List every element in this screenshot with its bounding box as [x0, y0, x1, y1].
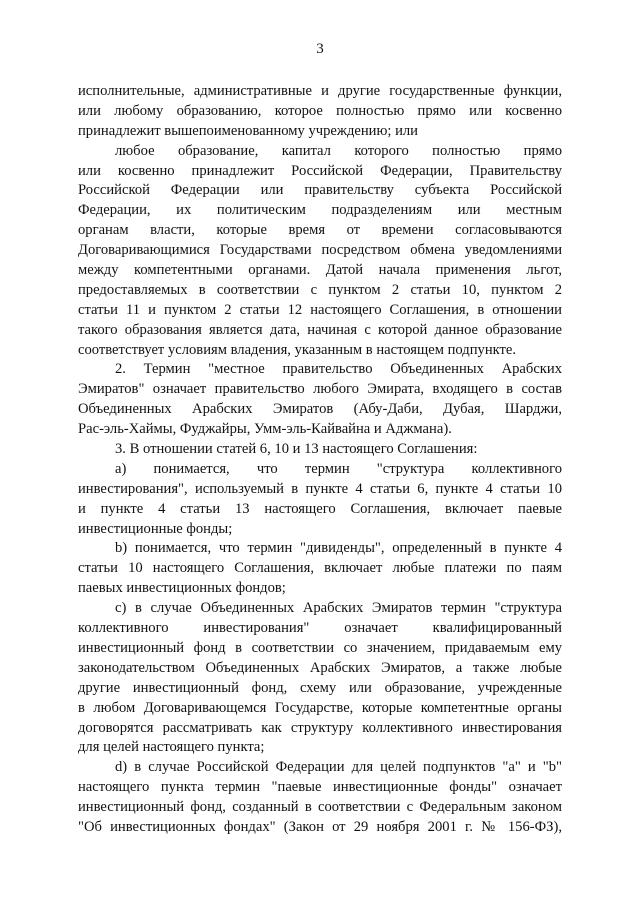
paragraph-3d [78, 758, 562, 838]
document-body [78, 82, 562, 838]
text-line: между компетентными органами. Датой начала применения льгот, [78, 262, 562, 279]
text-line: c) в случае Объединенных Арабских Эмиратов термин "структура [115, 600, 562, 617]
page-number: 3 [316, 41, 324, 57]
paragraph-3 [78, 440, 562, 460]
text-line: Рас-эль-Хаймы, Фуджайры, Умм-эль-Кайвайна и Аджмана). [78, 421, 452, 438]
text-line: инвестиционный фонд, созданный в соответствии с Федеральным законом [78, 799, 562, 816]
text-line: инвестирования", используемый в пункте 4 статьи 6, пункте 4 статьи 10 [78, 480, 562, 497]
text-line: другие инвестиционный фонд, схему или образование, учрежденные [78, 679, 562, 696]
text-line: "Об инвестиционных фондах" (Закон от 29 ноября 2001 г. № 156-ФЗ), [78, 818, 562, 835]
text-line: Договаривающимися Государствами посредством обмена уведомлениями [78, 242, 562, 259]
text-line: соответствует условиям владения, указанным в настоящем подпункте. [78, 341, 517, 358]
text-line: статьи 11 и пунктом 2 статьи 12 настоящего Соглашения, в отношении [78, 301, 562, 318]
text-line: настоящего пункта термин "паевые инвестиционные фонды" означает [78, 779, 562, 796]
text-line: коллективного инвестирования" означает квалифицированный [78, 620, 562, 637]
text-line: 2. Термин "местное правительство Объединенных Арабских [115, 361, 562, 378]
text-line: принадлежит вышепоименованному учреждению; или [78, 122, 418, 139]
text-line: органам власти, которые время от времени согласовываются [78, 222, 562, 239]
text-line: или любому образованию, которое полностью прямо или косвенно [78, 102, 562, 119]
paragraph-2 [78, 360, 562, 440]
paragraph-3c [78, 599, 562, 758]
text-line: договорятся рассматривать как структуру коллективного инвестирования [78, 719, 562, 736]
text-line: и пункте 4 статьи 13 настоящего Соглашения, включает паевые [78, 500, 562, 517]
text-line: такого образования является дата, начиная с которой данное образование [78, 321, 562, 338]
text-line: предоставляемых в соответствии с пунктом 2 статьи 10, пунктом 2 [78, 281, 562, 298]
text-line: или косвенно принадлежит Российской Федерации, Правительству [78, 162, 562, 179]
text-line: Российской Федерации или правительству субъекта Российской [78, 182, 562, 199]
text-line: Эмиратов" означает правительство любого Эмирата, входящего в состав [78, 381, 562, 398]
paragraph-continuation-a [78, 82, 562, 142]
text-line: b) понимается, что термин "дивиденды", определенный в пункте 4 [115, 540, 562, 557]
text-line: Объединенных Арабских Эмиратов (Абу-Даби, Дубая, Шарджи, [78, 401, 562, 418]
text-line: статьи 10 настоящего Соглашения, включает любые платежи по паям [78, 560, 562, 577]
text-line: в любом Договаривающемся Государстве, которые компетентные органы [78, 699, 562, 716]
paragraph-3b [78, 539, 562, 599]
text-line: паевых инвестиционных фондов; [78, 580, 286, 597]
text-line: инвестиционные фонды; [78, 520, 233, 537]
text-line: d) в случае Российской Федерации для целей подпунктов "a" и "b" [115, 759, 562, 776]
paragraph-3a [78, 460, 562, 540]
text-line: 3. В отношении статей 6, 10 и 13 настоящего Соглашения: [115, 441, 478, 458]
text-line: Федерации, их политическим подразделениям или местным [78, 202, 562, 219]
text-line: законодательством Объединенных Арабских Эмиратов, а также любые [78, 659, 562, 676]
text-line: исполнительные, административные и другие государственные функции, [78, 83, 562, 99]
paragraph-continuation-b [78, 142, 562, 361]
text-line: для целей настоящего пункта; [78, 739, 265, 756]
text-line: инвестиционный фонд в соответствии со значением, придаваемым ему [78, 639, 562, 656]
text-line: a) понимается, что термин "структура коллективного [115, 460, 562, 477]
text-line: любое образование, капитал которого полностью прямо [115, 142, 562, 159]
